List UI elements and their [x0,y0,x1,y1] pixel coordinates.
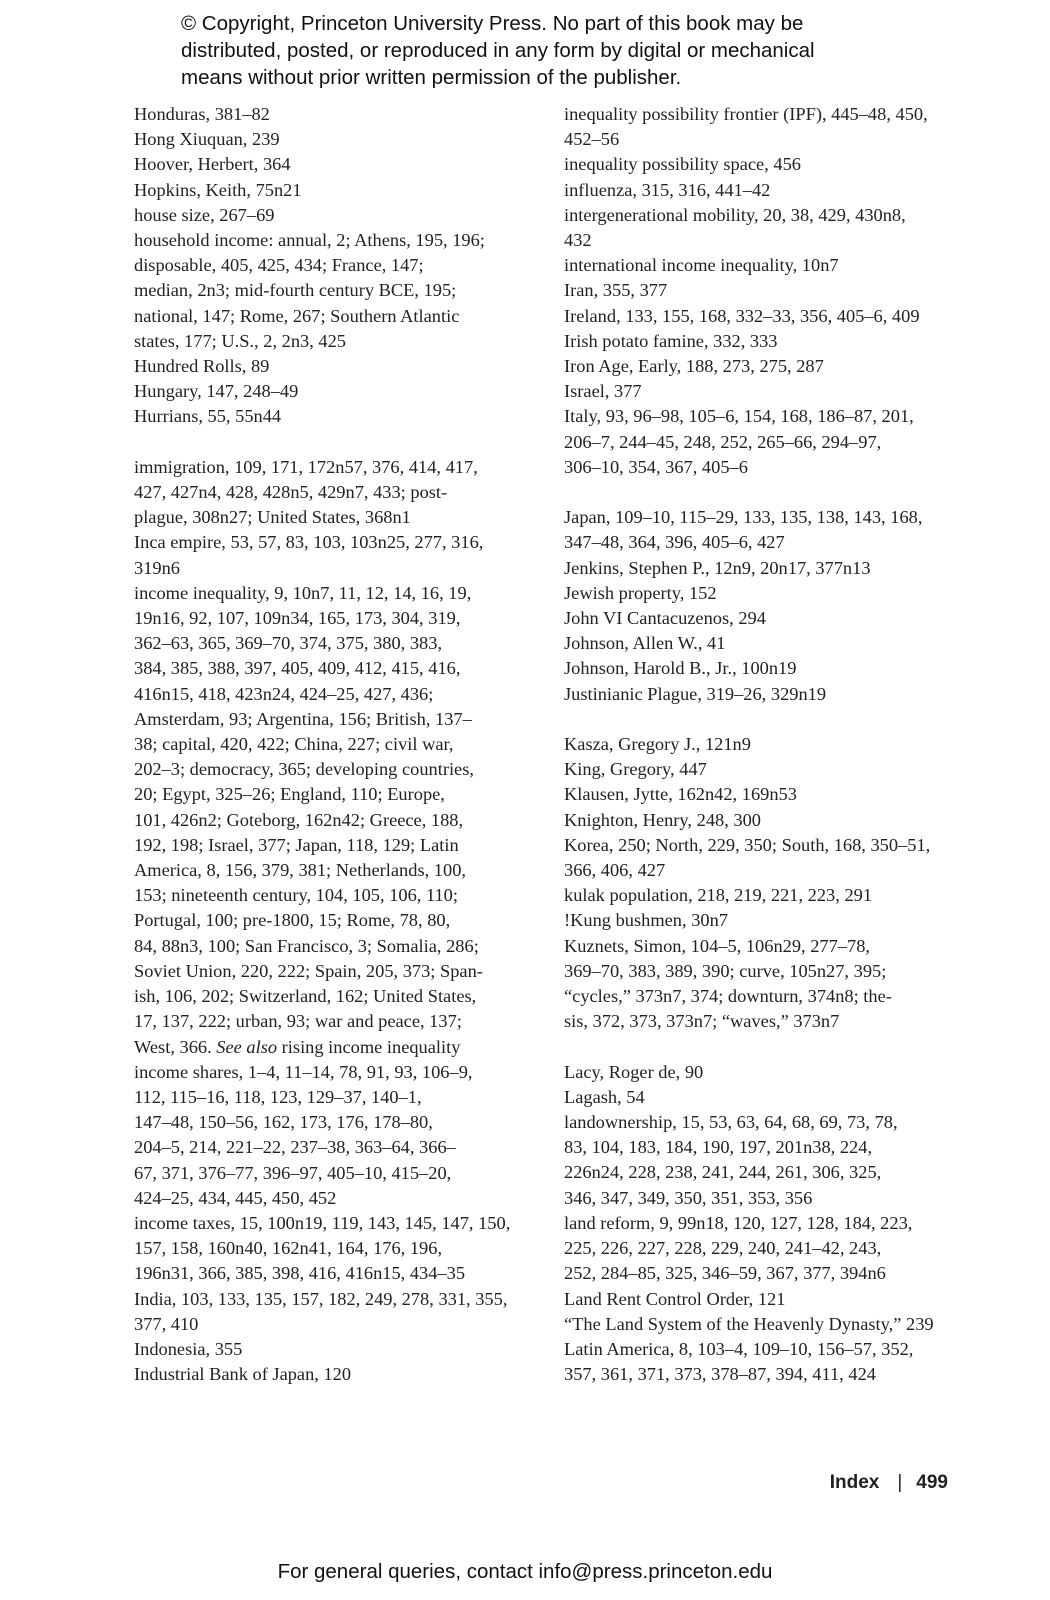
index-entry-line: John VI Cantacuzenos, 294 [564,608,766,629]
index-entry [564,581,964,606]
index-entry [564,253,964,278]
index-entry-line: “cycles,” 373n7, 374; downturn, 374n8; the- [564,986,892,1007]
index-entry-line: 319n6 [134,557,180,578]
index-entry [134,354,534,379]
index-entry-line: 252, 284–85, 325, 346–59, 367, 377, 394n6 [564,1263,886,1284]
index-entry-line: Portugal, 100; pre-1800, 15; Rome, 78, 80, [134,910,451,931]
index-entry-line: 192, 198; Israel, 377; Japan, 118, 129; Latin [134,834,459,855]
footer-separator: | [897,1472,903,1493]
index-entry-line: 38; capital, 420, 422; China, 227; civil war, [134,734,454,755]
index-entry-line: influenza, 315, 316, 441–42 [564,179,771,200]
index-entry-line: “The Land System of the Heavenly Dynasty,” 239 [564,1313,934,1334]
index-entry-line: Hungary, 147, 248–49 [134,381,299,402]
letter-group-gap [134,430,534,455]
index-entry-line: kulak population, 218, 219, 221, 223, 291 [564,885,873,906]
index-entry-line: Kasza, Gregory J., 121n9 [564,734,751,755]
index-entry [564,1312,964,1337]
index-entry-line: 306–10, 354, 367, 405–6 [564,456,748,477]
index-text: rising income inequality [277,1036,461,1057]
index-entry [564,1211,964,1287]
contact-line: For general queries, contact info@press.princeton.edu [277,1560,773,1583]
index-entry [134,530,534,580]
letter-group-gap [564,707,964,732]
index-entry-line: Italy, 93, 96–98, 105–6, 154, 168, 186–87, 201, [564,406,914,427]
index-entry-line: Hoover, Herbert, 364 [134,154,291,175]
index-entry-line: national, 147; Rome, 267; Southern Atlantic [134,305,460,326]
index-entry-line: 20; Egypt, 325–26; England, 110; Europe, [134,784,445,805]
index-entry [564,908,964,933]
index-entry [564,833,964,883]
index-entry-line: Land Rent Control Order, 121 [564,1288,786,1309]
index-entry [564,782,964,807]
index-entry [134,404,534,429]
index-entry [564,682,964,707]
index-entry [564,1085,964,1110]
index-entry-line: Johnson, Harold B., Jr., 100n19 [564,658,797,679]
index-entry-line: 424–25, 434, 445, 450, 452 [134,1187,337,1208]
index-entry-line: Honduras, 381–82 [134,104,270,124]
index-entry-line: 147–48, 150–56, 162, 173, 176, 178–80, [134,1112,433,1133]
index-entry [564,404,964,480]
index-entry-line [134,1035,534,1060]
index-entry-line: Hundred Rolls, 89 [134,356,270,377]
index-entry-line: 19n16, 92, 107, 109n34, 165, 173, 304, 319, [134,608,461,629]
index-text: West, 366. [134,1036,217,1057]
index-entry-line: inequality possibility space, 456 [564,154,802,175]
index-entry-line: Soviet Union, 220, 222; Spain, 205, 373; Span- [134,960,483,981]
index-entry-line: 452–56 [564,129,620,150]
index-entry-line: intergenerational mobility, 20, 38, 429, 430n8, [564,204,906,225]
index-entry-line: !Kung bushmen, 30n7 [564,910,728,931]
index-entry-line: Iron Age, Early, 188, 273, 275, 287 [564,356,824,377]
index-entry [134,127,534,152]
index-entry [564,304,964,329]
index-entry-line: 427, 427n4, 428, 428n5, 429n7, 433; post- [134,482,448,503]
index-entry [564,278,964,303]
index-entry-line: 362–63, 365, 369–70, 374, 375, 380, 383, [134,633,443,654]
index-entry [134,178,534,203]
index-entry [564,178,964,203]
index-entry-line: America, 8, 156, 379, 381; Netherlands, 100, [134,860,466,881]
index-entry-line: 84, 88n3, 100; San Francisco, 3; Somalia, 286; [134,935,479,956]
index-entry [564,934,964,1035]
index-entry-line: median, 2n3; mid-fourth century BCE, 195; [134,280,457,301]
index-entry-line: 202–3; democracy, 365; developing countries, [134,759,474,780]
index-entry [134,1362,534,1387]
index-entry [564,883,964,908]
index-entry [134,102,534,127]
index-entry-line: 17, 137, 222; urban, 93; war and peace, 137; [134,1011,462,1032]
index-entry-line: land reform, 9, 99n18, 120, 127, 128, 184, 223, [564,1212,913,1233]
index-entry [134,1211,534,1287]
index-entry-line: Justinianic Plague, 319–26, 329n19 [564,683,827,704]
index-entry-line: income taxes, 15, 100n19, 119, 143, 145, 147, 150, [134,1212,511,1233]
index-entry-line: 153; nineteenth century, 104, 105, 106, 110; [134,885,458,906]
index-entry-line: 112, 115–16, 118, 123, 129–37, 140–1, [134,1086,422,1107]
index-entry-line: house size, 267–69 [134,204,275,225]
index-entry-line: Inca empire, 53, 57, 83, 103, 103n25, 277, 316, [134,532,484,553]
index-entry-line: 206–7, 244–45, 248, 252, 265–66, 294–97, [564,431,882,452]
index-entry-line: income shares, 1–4, 11–14, 78, 91, 93, 106–9, [134,1061,473,1082]
index-entry-line: Japan, 109–10, 115–29, 133, 135, 138, 143, 168, [564,507,923,528]
index-entry [564,556,964,581]
index-entry [564,757,964,782]
index-entry-line: 226n24, 228, 238, 241, 244, 261, 306, 325, [564,1162,882,1183]
index-entry-line: 377, 410 [134,1313,199,1334]
index-entry [134,581,534,1060]
copyright-notice [181,10,961,91]
index-entry-line: 67, 371, 376–77, 396–97, 405–10, 415–20, [134,1162,452,1183]
index-entry-line: Iran, 355, 377 [564,280,668,301]
index-entry [564,631,964,656]
index-entry-line: Lacy, Roger de, 90 [564,1061,704,1082]
index-entry-line: 347–48, 364, 396, 405–6, 427 [564,532,785,553]
index-entry-line: Industrial Bank of Japan, 120 [134,1364,352,1385]
copyright-line: © Copyright, Princeton University Press. No part of this book may be [181,12,804,35]
index-column-left [134,102,534,1387]
index-column-right [564,102,964,1387]
index-entry-line: Latin America, 8, 103–4, 109–10, 156–57, 352, [564,1338,914,1359]
see-also-reference: See also [216,1036,278,1057]
index-entry-line: 225, 226, 227, 228, 229, 240, 241–42, 243, [564,1238,882,1259]
index-entry-line: 204–5, 214, 221–22, 237–38, 363–64, 366– [134,1137,456,1158]
index-entry [564,102,964,152]
index-entry [564,203,964,253]
index-entry-line: 357, 361, 371, 373, 378–87, 394, 411, 424 [564,1364,876,1385]
letter-group-gap [564,1034,964,1059]
index-entry [564,505,964,555]
index-entry-line: 346, 347, 349, 350, 351, 353, 356 [564,1187,813,1208]
index-entry [564,1287,964,1312]
index-entry-line: 196n31, 366, 385, 398, 416, 416n15, 434–35 [134,1263,466,1284]
index-entry-line: King, Gregory, 447 [564,759,707,780]
index-entry-line: India, 103, 133, 135, 157, 182, 249, 278, 331, 355, [134,1288,508,1309]
section-name: Index [829,1472,880,1493]
index-entry-line: inequality possibility frontier (IPF), 445–48, 450, [564,104,928,124]
index-entry-line: Amsterdam, 93; Argentina, 156; British, 137– [134,708,472,729]
index-entry [564,732,964,757]
index-entry-line: Korea, 250; North, 229, 350; South, 168, 350–51, [564,834,931,855]
index-entry-line: landownership, 15, 53, 63, 64, 68, 69, 73, 78, [564,1112,898,1133]
index-entry-line: sis, 372, 373, 373n7; “waves,” 373n7 [564,1011,840,1032]
index-entry-line: Israel, 377 [564,381,642,402]
index-entry [564,1110,964,1211]
index-entry [564,379,964,404]
index-entry [564,354,964,379]
index-entry [564,1337,964,1387]
index-entry-line: international income inequality, 10n7 [564,255,839,276]
index-entry-line: Ireland, 133, 155, 168, 332–33, 356, 405–6, 409 [564,305,920,326]
index-entry-line: Lagash, 54 [564,1086,645,1107]
index-entry-line: 101, 426n2; Goteborg, 162n42; Greece, 188, [134,809,464,830]
index-entry-line: Jenkins, Stephen P., 12n9, 20n17, 377n13 [564,557,871,578]
index-entry [134,1287,534,1337]
index-entry [134,1337,534,1362]
index-entry-line: Irish potato famine, 332, 333 [564,330,778,351]
index-entry-line: 384, 385, 388, 397, 405, 409, 412, 415, 416, [134,658,461,679]
index-entry [134,379,534,404]
index-entry-line: Kuznets, Simon, 104–5, 106n29, 277–78, [564,935,870,956]
index-entry [564,1060,964,1085]
page-number: 499 [916,1472,948,1493]
index-entry-line: plague, 308n27; United States, 368n1 [134,507,411,528]
index-entry [564,329,964,354]
copyright-line: means without prior written permission of the publisher. [181,66,682,89]
index-entry [564,606,964,631]
index-entry-line: Johnson, Allen W., 41 [564,633,726,654]
index-entry-line: 369–70, 383, 389, 390; curve, 105n27, 395; [564,960,887,981]
index-entry-line: disposable, 405, 425, 434; France, 147; [134,255,424,276]
index-entry-line: 432 [564,230,592,251]
index-entry-line: Jewish property, 152 [564,582,717,603]
index-entry-line: Klausen, Jytte, 162n42, 169n53 [564,784,797,805]
index-entry-line: income inequality, 9, 10n7, 11, 12, 14, 16, 19, [134,582,472,603]
index-entry-line: Hurrians, 55, 55n44 [134,406,282,427]
index-entry [134,455,534,531]
index-entry-line: Hong Xiuquan, 239 [134,129,280,150]
index-entry-line: 366, 406, 427 [564,860,666,881]
index-entry-line: Knighton, Henry, 248, 300 [564,809,761,830]
index-entry-line: ish, 106, 202; Switzerland, 162; United States, [134,986,477,1007]
copyright-line: distributed, posted, or reproduced in any form by digital or mechanical [181,39,815,62]
index-entry-line: 416n15, 418, 423n24, 424–25, 427, 436; [134,683,434,704]
index-entry-line: states, 177; U.S., 2, 2n3, 425 [134,330,347,351]
index-entry [564,152,964,177]
index-entry-line: household income: annual, 2; Athens, 195, 196; [134,230,485,251]
index-entry [564,656,964,681]
index-entry [134,228,534,354]
index-entry-line: 83, 104, 183, 184, 190, 197, 201n38, 224, [564,1137,873,1158]
letter-group-gap [564,480,964,505]
index-entry [134,203,534,228]
index-entry-line: immigration, 109, 171, 172n57, 376, 414, 417, [134,456,478,477]
index-entry [564,808,964,833]
running-footer [830,1472,948,1494]
index-entry-line: 157, 158, 160n40, 162n41, 164, 176, 196, [134,1238,443,1259]
index-entry [134,1060,534,1211]
index-entry [134,152,534,177]
index-entry-line: Indonesia, 355 [134,1338,243,1359]
index-entry-line: Hopkins, Keith, 75n21 [134,179,302,200]
